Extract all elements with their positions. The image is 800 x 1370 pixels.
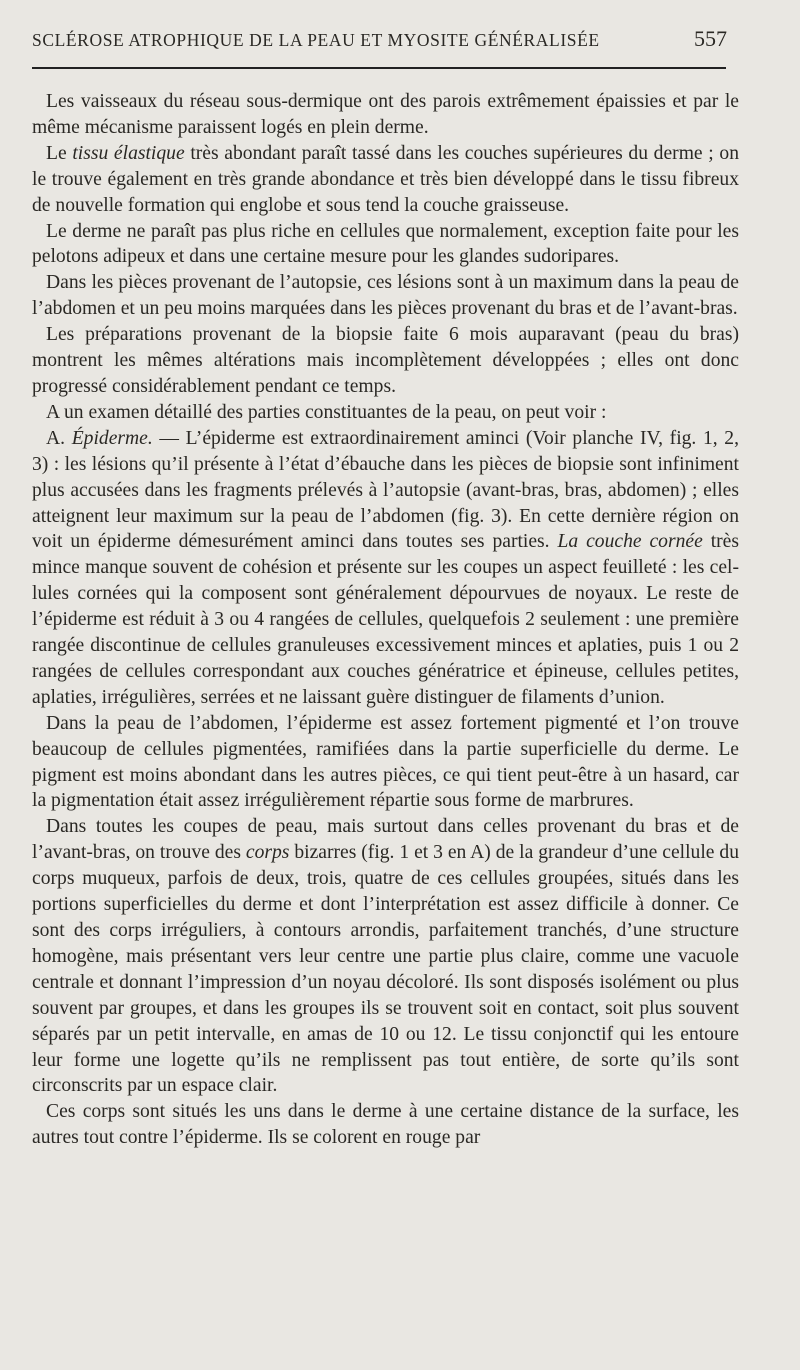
paragraph-derme: Le derme ne paraît pas plus riche en cellules que normalement, exception faite pour les pelotons adipeux et dans une certaine mesure pour les glandes sudoripares. (32, 220, 739, 268)
page-number: 557 (694, 26, 727, 51)
term-corps: corps (245, 842, 290, 864)
paragraph-pigment: Dans la peau de l’abdomen, l’épiderme est assez fortement pigmenté et l’on trouve beaucoup de cellules pigmentées, ramifiées dans la partie superficielle du derme. Le pigment est moins abondant dans les autres pièces, ce qui tient peut-être à un hasard, car la pigmentation était assez irrégulièrement répartie sous forme de marbrures. (32, 712, 739, 812)
paragraph-epiderme-lead: A. (46, 427, 72, 449)
paragraph-tissu-elastique (32, 141, 739, 219)
paragraph-corps (32, 814, 739, 1099)
paragraph-autopsie: Dans les pièces provenant de l’autopsie, ces lésions sont à un maximum dans la peau de l’abdomen et un peu moins marquées dans les pièces provenant du bras et de l’avant-bras. (32, 272, 739, 320)
paragraph-examen: A un examen détaillé des parties constituantes de la peau, on peut voir : (46, 401, 607, 423)
paragraph-tissu-elastique-body: très abondant paraît tassé dans les couches supérieures du derme ; on le trouve également en très grande abondance et très bien développé dans le tissu fibreux de nouvelle formation qui englobe et sous tend la couche graisseuse. (32, 142, 739, 216)
page-header (32, 26, 727, 56)
paragraph-corps-lead: Dans toutes les coupes de peau, mais surtout dans celles provenant du bras et de l’avant-bras, on trouve des (32, 816, 739, 864)
paragraph-epiderme (32, 426, 739, 711)
paragraph-corps-situes: Ces corps sont situés les uns dans le derme à une certaine distance de la surface, les autres tout contre l’épiderme. Ils se colorent en rouge par (32, 1101, 739, 1149)
running-title: SCLÉROSE ATROPHIQUE DE LA PEAU ET MYOSITE GÉNÉRALISÉE (32, 30, 600, 50)
paragraph-epiderme-body: — L’épiderme est extraordinairement aminci (Voir planche IV, fig. 1, 2, 3) : les lésions qu’il présente à l’état d’ébauche dans les pièces de biopsie sont infiniment plus accusées dans les fragments prélevés à l’autopsie (avant-bras, bras, abdomen) ; elles atteignent leur maximum sur la peau de l’abdomen (fig. 3). En cette dernière région on voit un épiderme démesurément aminci dans toutes ses parties. (32, 427, 739, 553)
heading-epiderme: Épiderme. (71, 427, 153, 449)
paragraph-biopsie: Les préparations provenant de la biopsie faite 6 mois auparavant (peau du bras) montrent les mêmes altérations mais incomplètement développées ; elles ont donc progressé considérablement pendant ce temps. (32, 324, 739, 397)
paragraph-tissu-elastique-lead: Le (46, 142, 73, 164)
body-text (32, 89, 739, 1151)
term-couche-cornee: La couche cornée (557, 531, 703, 553)
paragraph-vaisseaux: Les vaisseaux du réseau sous-dermique ont des parois extrêmement épaissies et par le même mécanisme paraissent logés en plein derme. (32, 91, 739, 138)
paragraph-epiderme-tail: très mince manque souvent de cohésion et présente sur les coupes un aspect feuilleté : les cellules cornées qui la composent sont généralement dépourvues de noyaux. Le reste de l’épiderme est réduit à 3 ou 4 rangées de cellules, quelquefois 2 seulement : une première rangée discontinue de cellules granuleuses excessivement minces et aplaties, puis 1 ou 2 rangées de cellules correspondant aux couches génératrice et épineuse, cellules petites, aplaties, irrégulières, serrées et ne laissant guère distinguer de filaments d’union. (32, 531, 739, 708)
term-tissu-elastique: tissu élastique (72, 142, 185, 164)
header-rule (32, 67, 726, 69)
paragraph-corps-body: bizarres (fig. 1 et 3 en A) de la grandeur d’une cellule du corps muqueux, parfois de deux, trois, quatre de ces cellules groupées, situés dans les portions superficielles du derme et dont l’interprétation est assez difficile à donner. Ce sont des corps irréguliers, à contours arrondis, parfaitement tranchés, d’une structure homogène, mais présentant vers leur centre une partie plus claire, comme une vacuole centrale et donnant l’impression d’un noyau décoloré. Ils sont disposés isolément ou plus souvent par groupes, et dans les groupes ils se trouvent soit en contact, soit plus souvent séparés par un petit intervalle, en amas de 10 ou 12. Le tissu conjonctif qui les entoure leur forme une logette qu’ils ne remplissent pas tout entière, de sorte qu’ils sont circonscrits par un espace clair. (32, 842, 739, 1097)
